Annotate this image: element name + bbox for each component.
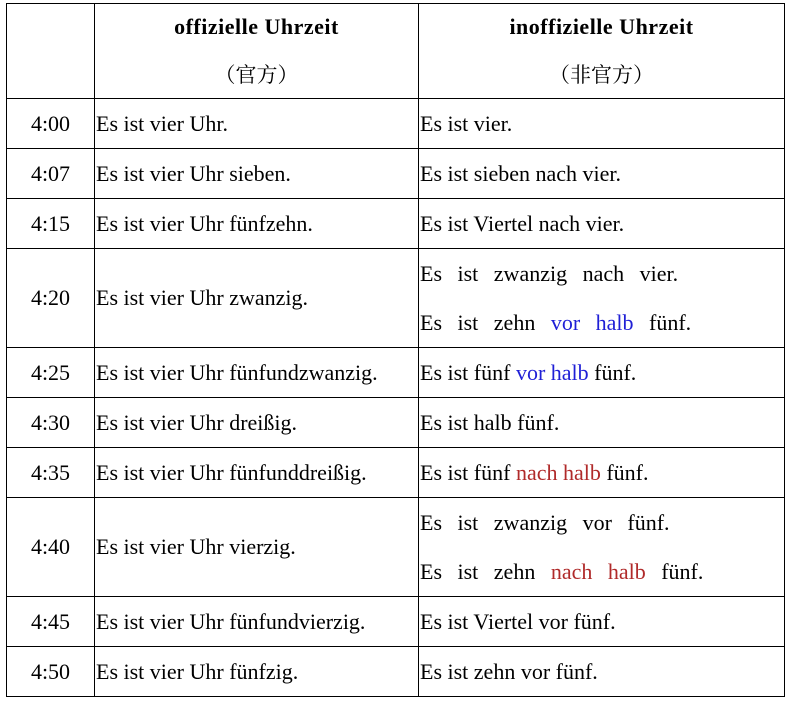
unofficial-time-cell — [419, 448, 785, 498]
unofficial-time-cell — [419, 647, 785, 697]
time-cell: 4:30 — [7, 398, 95, 448]
time-cell: 4:25 — [7, 348, 95, 398]
time-cell: 4:45 — [7, 597, 95, 647]
header-unofficial-cell — [419, 4, 785, 99]
table-row — [7, 199, 785, 249]
unofficial-time-cell — [419, 398, 785, 448]
header-official-subtitle: （官方） — [214, 63, 299, 87]
highlight-blue-text: vor halb — [550, 310, 634, 335]
highlight-red-text: nach halb — [550, 559, 646, 584]
table-row — [7, 498, 785, 597]
phrase-text: fünf. — [600, 460, 649, 485]
official-time-cell: Es ist vier Uhr. — [95, 99, 419, 149]
table-row — [7, 149, 785, 199]
official-time-cell: Es ist vier Uhr dreißig. — [95, 398, 419, 448]
table-row — [7, 99, 785, 149]
time-cell: 4:35 — [7, 448, 95, 498]
table-row — [7, 597, 785, 647]
official-time-cell: Es ist vier Uhr fünfunddreißig. — [95, 448, 419, 498]
phrase-text: Es ist zehn — [420, 559, 551, 584]
table-row — [7, 348, 785, 398]
header-unofficial-title: inoffizielle Uhrzeit — [509, 14, 694, 39]
highlight-red-text: nach halb — [515, 460, 601, 485]
table-body — [7, 99, 785, 697]
phrase-text: Es ist zehn — [420, 310, 551, 335]
unofficial-time-cell — [419, 597, 785, 647]
official-time-cell: Es ist vier Uhr fünfzehn. — [95, 199, 419, 249]
time-cell: 4:20 — [7, 249, 95, 348]
unofficial-line — [420, 348, 784, 397]
phrase-text: fünf. — [633, 310, 692, 335]
time-cell: 4:40 — [7, 498, 95, 597]
header-official-cell — [95, 4, 419, 99]
official-time-cell: Es ist vier Uhr fünfundzwanzig. — [95, 348, 419, 398]
time-cell: 4:07 — [7, 149, 95, 199]
official-time-cell: Es ist vier Uhr zwanzig. — [95, 249, 419, 348]
time-cell: 4:00 — [7, 99, 95, 149]
highlight-blue-text: vor halb — [515, 360, 589, 385]
table-row — [7, 249, 785, 348]
table-row — [7, 647, 785, 697]
phrase-text: fünf. — [645, 559, 704, 584]
unofficial-time-cell — [419, 249, 785, 348]
unofficial-line: Es ist zehn vor fünf. — [420, 659, 598, 684]
unofficial-line: Es ist Viertel vor fünf. — [420, 609, 616, 634]
time-cell: 4:50 — [7, 647, 95, 697]
phrase-text: Es ist fünf — [420, 360, 516, 385]
header-row — [7, 4, 785, 99]
unofficial-time-cell — [419, 498, 785, 597]
unofficial-line — [420, 547, 784, 596]
unofficial-line — [420, 448, 784, 497]
unofficial-time-cell — [419, 149, 785, 199]
official-time-cell: Es ist vier Uhr sieben. — [95, 149, 419, 199]
unofficial-line: Es ist halb fünf. — [420, 410, 560, 435]
phrase-text: fünf. — [588, 360, 637, 385]
unofficial-line — [420, 298, 784, 347]
unofficial-time-cell — [419, 348, 785, 398]
header-unofficial-subtitle: （非官方） — [549, 63, 654, 87]
table-row — [7, 448, 785, 498]
official-time-cell: Es ist vier Uhr vierzig. — [95, 498, 419, 597]
header-official-title: offizielle Uhrzeit — [174, 14, 339, 39]
unofficial-line: Es ist vier. — [420, 111, 513, 136]
unofficial-time-cell — [419, 199, 785, 249]
unofficial-time-cell — [419, 99, 785, 149]
unofficial-line: Es ist Viertel nach vier. — [420, 211, 625, 236]
official-time-cell: Es ist vier Uhr fünfzig. — [95, 647, 419, 697]
phrase-text: Es ist fünf — [420, 460, 516, 485]
time-table — [6, 3, 785, 697]
official-time-cell: Es ist vier Uhr fünfundvierzig. — [95, 597, 419, 647]
table-row — [7, 398, 785, 448]
time-cell: 4:15 — [7, 199, 95, 249]
header-time-cell — [7, 4, 95, 99]
unofficial-line: Es ist zwanzig vor fünf. — [420, 510, 670, 535]
unofficial-line: Es ist zwanzig nach vier. — [420, 261, 679, 286]
unofficial-line: Es ist sieben nach vier. — [420, 161, 622, 186]
